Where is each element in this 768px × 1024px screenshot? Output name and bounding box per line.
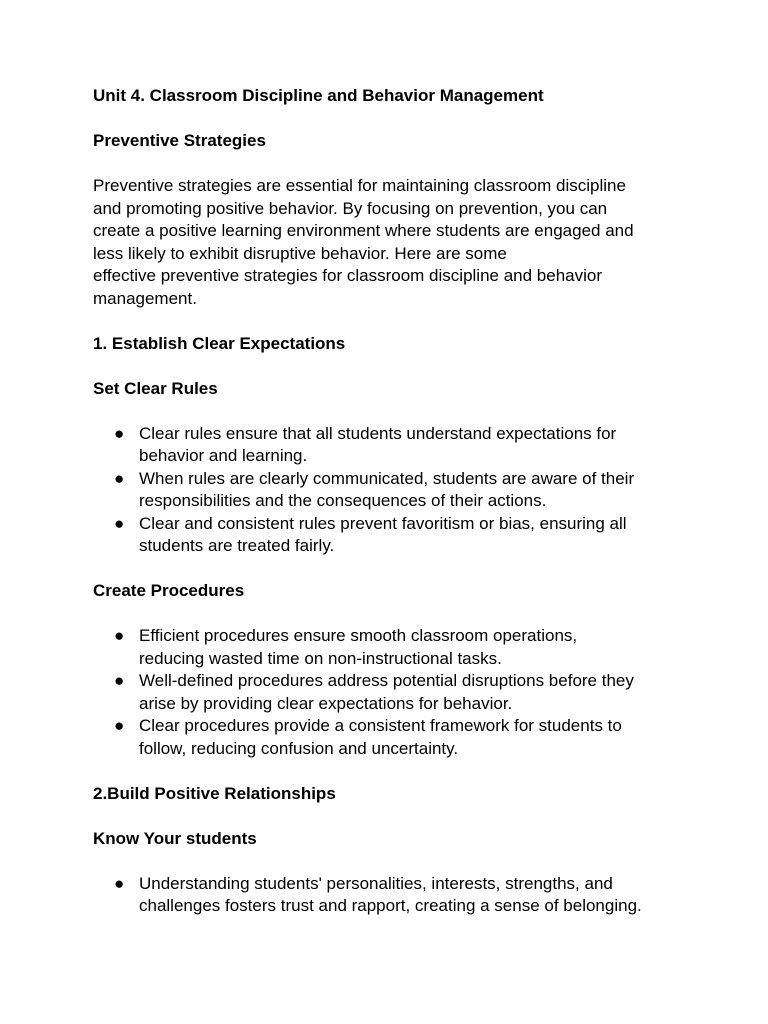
bullet-icon: ●: [114, 513, 125, 533]
list-item-line: Well-defined procedures address potential disruptions before they: [139, 671, 634, 690]
intro-line: effective preventive strategies for classroom discipline and behavior: [93, 266, 603, 285]
set-clear-rules-heading: Set Clear Rules: [93, 378, 218, 398]
intro-line: Preventive strategies are essential for maintaining classroom discipline: [93, 176, 626, 195]
list-item-line: behavior and learning.: [139, 446, 308, 465]
intro-line: management.: [93, 288, 197, 308]
intro-line: less likely to exhibit disruptive behavior. Here are some: [93, 243, 507, 263]
document-page: [93, 85, 683, 918]
bullet-icon: ●: [114, 671, 125, 690]
create-procedures-heading: Create Procedures: [93, 581, 245, 600]
bullet-icon: ●: [114, 716, 125, 735]
list-item: [93, 513, 683, 558]
list-item-line: Clear and consistent rules prevent favoritism or bias, ensuring all: [139, 513, 627, 533]
create-procedures-list: [93, 625, 683, 760]
section-heading: Preventive Strategies: [93, 131, 266, 150]
list-item-line: challenges fosters trust and rapport, creating a sense of belonging.: [139, 896, 642, 915]
document-title: Unit 4. Classroom Discipline and Behavior Management: [93, 86, 544, 105]
list-item: [93, 873, 683, 918]
intro-line: create a positive learning environment where students are engaged and: [93, 221, 634, 240]
know-your-students-list: [93, 873, 683, 918]
list-item-line: When rules are clearly communicated, students are aware of their: [139, 468, 635, 488]
know-your-students-heading: Know Your students: [93, 828, 257, 848]
list-item-line: arise by providing clear expectations for behavior.: [139, 693, 513, 713]
list-item: [93, 715, 683, 760]
list-item: [93, 625, 683, 670]
list-item-line: responsibilities and the consequences of their actions.: [139, 491, 547, 510]
intro-line: and promoting positive behavior. By focusing on prevention, you can: [93, 198, 608, 218]
list-item: [93, 670, 683, 715]
list-item: [93, 468, 683, 513]
list-item-line: reducing wasted time on non-instructional tasks.: [139, 648, 502, 668]
list-item-line: Clear rules ensure that all students understand expectations for: [139, 423, 617, 443]
list-item-line: Understanding students' personalities, interests, strengths, and: [139, 873, 613, 893]
list-item-line: follow, reducing confusion and uncertainty.: [139, 738, 459, 758]
bullet-icon: ●: [114, 468, 125, 488]
bullet-icon: ●: [114, 626, 125, 645]
bullet-icon: ●: [114, 423, 125, 443]
set-clear-rules-list: [93, 423, 683, 558]
list-item-line: Clear procedures provide a consistent framework for students to: [139, 716, 622, 735]
intro-paragraph: [93, 175, 683, 310]
list-item-line: Efficient procedures ensure smooth classroom operations,: [139, 626, 578, 645]
strategy-2-heading: 2.Build Positive Relationships: [93, 783, 336, 803]
list-item-line: students are treated fairly.: [139, 536, 335, 555]
bullet-icon: ●: [114, 873, 125, 893]
list-item: [93, 423, 683, 468]
strategy-1-heading: 1. Establish Clear Expectations: [93, 333, 346, 353]
